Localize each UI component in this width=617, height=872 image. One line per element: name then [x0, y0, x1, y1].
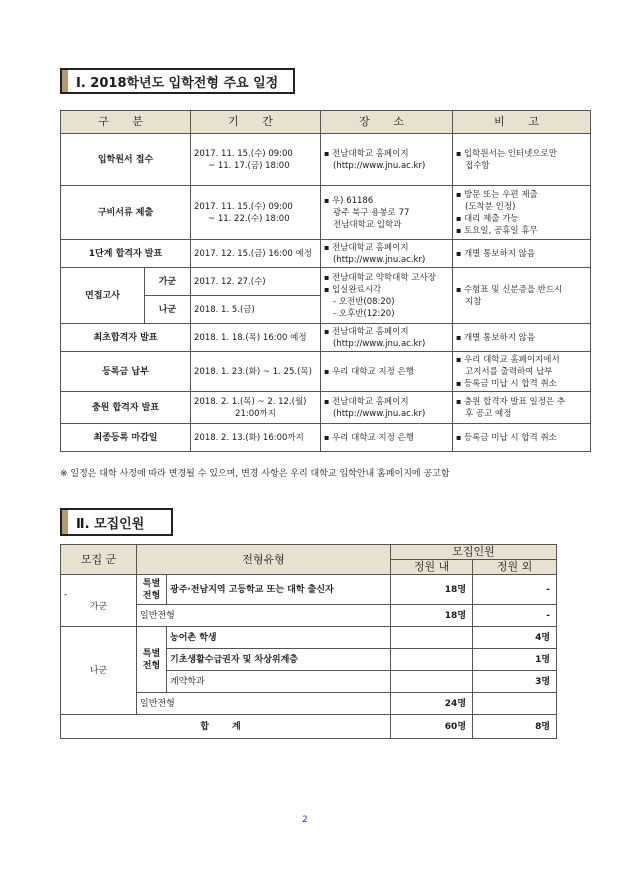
- row-name: 최종등록 마감일: [61, 424, 191, 452]
- header-out: 정원 외: [473, 560, 557, 575]
- count-out: 1명: [473, 649, 557, 671]
- row-place: ▪ 전남대학교 홈페이지 (http://www.jnu.ac.kr): [321, 324, 453, 352]
- count-in: [391, 627, 473, 649]
- row-note: ▪ 방문 또는 우편 제출 (도착분 인정) ▪ 대리 제출 가능 ▪ 토요일, 공휴일 휴무: [453, 186, 591, 240]
- row-name: 최초합격자 발표: [61, 324, 191, 352]
- table-row: [61, 424, 591, 452]
- general-label: 일반전형: [137, 693, 391, 715]
- group-na: 나군: [61, 627, 137, 715]
- row-name: 충원 합격자 발표: [61, 392, 191, 424]
- row-note: ▪ 입학원서는 인터넷으로만 접수함: [453, 134, 591, 186]
- header-place: 장 소: [321, 111, 453, 134]
- section-2-title-text: Ⅱ. 모집인원: [76, 516, 145, 532]
- row-note: ▪ 개별 통보하지 않음: [453, 240, 591, 268]
- count-in: 24명: [391, 693, 473, 715]
- row-name: 1단계 합격자 발표: [61, 240, 191, 268]
- row-sub-ga: 가군: [145, 268, 191, 296]
- row-name: 입학원서 접수: [61, 134, 191, 186]
- special-label: 특별 전형: [137, 627, 167, 693]
- table-row: [61, 268, 591, 296]
- table-row: [61, 134, 591, 186]
- header-group: 모집 군: [61, 545, 137, 575]
- row-note: ▪ 충원 합격자 발표 일정은 추 후 공고 예정: [453, 392, 591, 424]
- quota-header-row: [61, 545, 557, 560]
- table-row: [61, 627, 557, 649]
- count-out: -: [473, 575, 557, 605]
- special-name: 광주·전남지역 고등학교 또는 대학 출신자: [167, 575, 391, 605]
- table-row: [61, 352, 591, 392]
- count-in: 18명: [391, 605, 473, 627]
- row-place: ▪ 전남대학교 홈페이지 (http://www.jnu.ac.kr): [321, 134, 453, 186]
- table-row: [61, 240, 591, 268]
- row-place: ▪ 전남대학교 홈페이지 (http://www.jnu.ac.kr): [321, 392, 453, 424]
- row-place: ▪ 전남대학교 홈페이지 (http://www.jnu.ac.kr): [321, 240, 453, 268]
- count-out: 3명: [473, 671, 557, 693]
- table-row: [61, 575, 557, 605]
- total-row: [61, 715, 557, 739]
- page-number: 2: [302, 815, 308, 825]
- schedule-note: ※ 일정은 대학 사정에 따라 변경될 수 있으며, 변경 사항은 우리 대학교 입학안내 홈페이지에 공고함: [60, 469, 450, 479]
- row-period: 2018. 2. 1.(목) ~ 2. 12.(월) 21:00까지: [191, 392, 321, 424]
- header-remarks: 비 고: [453, 111, 591, 134]
- table-row: [61, 392, 591, 424]
- header-category: 구 분: [61, 111, 191, 134]
- special-name: 농어촌 학생: [167, 627, 391, 649]
- schedule-header-row: [61, 111, 591, 134]
- row-place: ▪ 전남대학교 약학대학 고사장 ▪ 입실완료시각 - 오전반(08:20) - 오후반(12:20): [321, 268, 453, 324]
- row-period: 2018. 1. 5.(금): [191, 296, 321, 324]
- table-row: [61, 186, 591, 240]
- row-note: ▪ 개별 통보하지 않음: [453, 324, 591, 352]
- row-sub-na: 나군: [145, 296, 191, 324]
- general-label: 일반전형: [137, 605, 391, 627]
- total-in: 60명: [391, 715, 473, 739]
- row-period: 2017. 12. 27.(수): [191, 268, 321, 296]
- row-period: 2017. 12. 15.(금) 16:00 예정: [191, 240, 321, 268]
- row-place: ▪ 우리 대학교 지정 은행: [321, 352, 453, 392]
- count-in: [391, 671, 473, 693]
- table-row: [61, 324, 591, 352]
- total-label: 합 계: [61, 715, 391, 739]
- quota-table: [60, 544, 557, 739]
- count-in: 18명: [391, 575, 473, 605]
- section-1-title: [60, 68, 295, 94]
- schedule-table: [60, 110, 591, 452]
- row-name: 등록금 납부: [61, 352, 191, 392]
- row-note: ▪ 등록금 미납 시 합격 취소: [453, 424, 591, 452]
- row-period: 2018. 1. 23.(화) ~ 1. 25.(목): [191, 352, 321, 392]
- count-out: 4명: [473, 627, 557, 649]
- row-note: ▪ 수험표 및 신분증을 반드시 지참: [453, 268, 591, 324]
- count-out: -: [473, 605, 557, 627]
- row-place: ▪ 우리 대학교 지정 은행: [321, 424, 453, 452]
- special-label: 특별 전형: [137, 575, 167, 605]
- title-accent-bar: [62, 510, 68, 534]
- group-ga: - 가군: [61, 575, 137, 627]
- section-2-title: [60, 508, 173, 536]
- row-period: 2017. 11. 15.(수) 09:00 ~ 11. 17.(금) 18:00: [191, 134, 321, 186]
- count-in: [391, 649, 473, 671]
- row-period: 2018. 2. 13.(화) 16:00까지: [191, 424, 321, 452]
- total-out: 8명: [473, 715, 557, 739]
- section-1-title-text: Ⅰ. 2018학년도 입학전형 주요 일정: [76, 75, 279, 91]
- special-name: 기초생활수급권자 및 차상위계층: [167, 649, 391, 671]
- row-name: 면접고사: [61, 268, 145, 324]
- row-name: 구비서류 제출: [61, 186, 191, 240]
- header-period: 기 간: [191, 111, 321, 134]
- row-note: ▪ 우리 대학교 홈페이지에서 고지서를 출력하여 납부 ▪ 등록금 미납 시 합격 취소: [453, 352, 591, 392]
- row-place: ▪ 우) 61186 광주 북구 용봉로 77 전남대학교 입학과: [321, 186, 453, 240]
- title-accent-bar: [62, 70, 68, 92]
- header-count: 모집인원: [391, 545, 557, 560]
- header-in: 정원 내: [391, 560, 473, 575]
- count-out: [473, 693, 557, 715]
- row-period: 2017. 11. 15.(수) 09:00 ~ 11. 22.(수) 18:00: [191, 186, 321, 240]
- header-type: 전형유형: [137, 545, 391, 575]
- special-name: 계약학과: [167, 671, 391, 693]
- row-period: 2018. 1. 18.(목) 16:00 예정: [191, 324, 321, 352]
